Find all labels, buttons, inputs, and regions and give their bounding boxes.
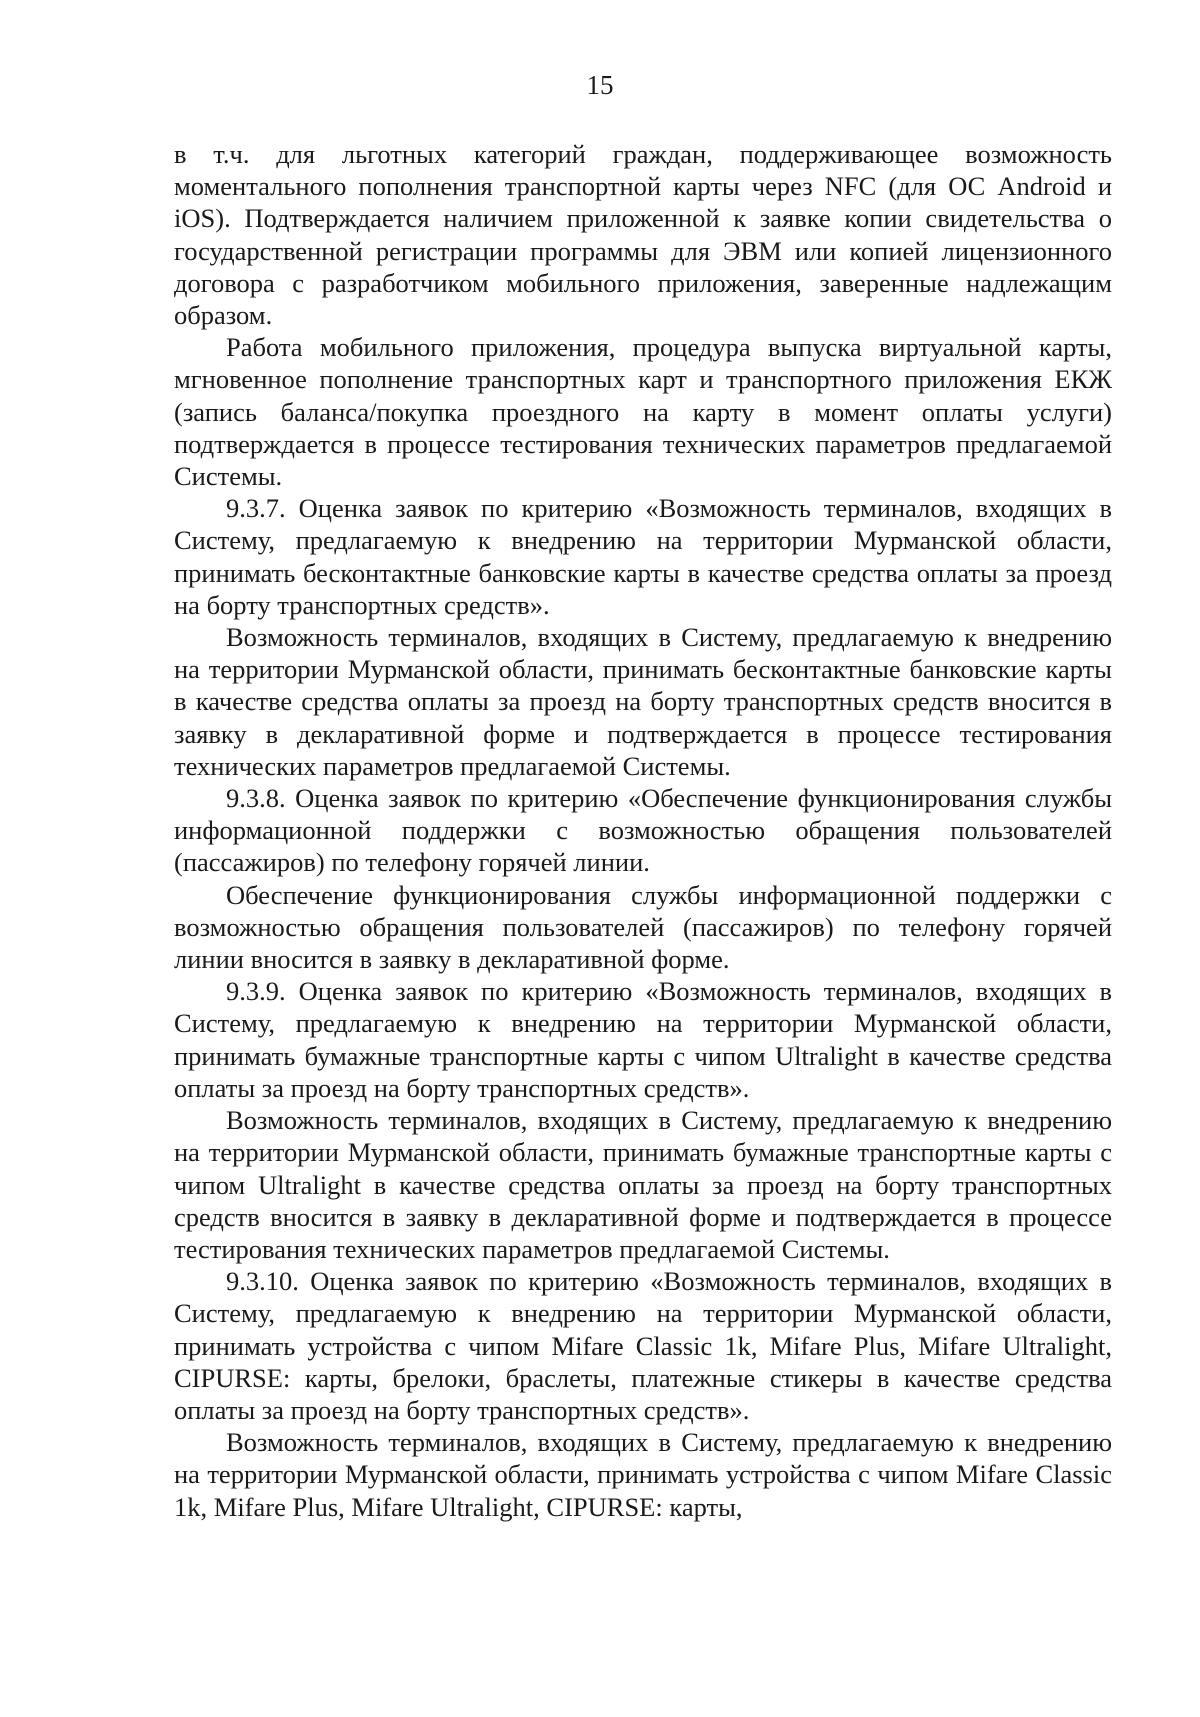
document-body: [174, 138, 1112, 1523]
paragraph-9-3-7-heading: 9.3.7. Оценка заявок по критерию «Возможность терминалов, входящих в Систему, предлагаемую к внедрению на территории Мурманской области, принимать бесконтактные банковские карты в качестве средства оплаты за проезд на борту транспортных средств».: [174, 493, 1112, 620]
page-number: 15: [586, 70, 614, 100]
paragraph-9-3-10-body: Возможность терминалов, входящих в Систему, предлагаемую к внедрению на территории Мурманской области, принимать устройства с чипом Mifare Classic 1k, Mifare Plus, Mifare Ultralight, CIPURSE: карты,: [174, 1427, 1112, 1522]
paragraph-9-3-8-body: Обеспечение функционирования службы информационной поддержки с возможностью обращения пользователей (пассажиров) по телефону горячей линии вносится в заявку в декларативной форме.: [174, 879, 1112, 975]
paragraph-mobile-app-testing: Работа мобильного приложения, процедура выпуска виртуальной карты, мгновенное пополнение транспортных карт и транспортного приложения ЕКЖ (запись баланса/покупка проездного на карту в момент оплаты услуги) подтверждается в процессе тестирования технических параметров предлагаемой Системы.: [174, 332, 1112, 492]
paragraph-9-3-7-body: Возможность терминалов, входящих в Систему, предлагаемую к внедрению на территории Мурманской области, принимать бесконтактные банковские карты в качестве средства оплаты за проезд на борту транспортных средств вносится в заявку в декларативной форме и подтверждается в процессе тестирования технических параметров предлагаемой Системы.: [174, 622, 1112, 781]
paragraph-9-3-9-heading: 9.3.9. Оценка заявок по критерию «Возможность терминалов, входящих в Систему, предлагаемую к внедрению на территории Мурманской области, принимать бумажные транспортные карты с чипом Ultralight в качестве средства оплаты за проезд на борту транспортных средств».: [174, 976, 1112, 1103]
paragraph-9-3-8-heading: 9.3.8. Оценка заявок по критерию «Обеспечение функционирования службы информационной поддержки с возможностью обращения пользователей (пассажиров) по телефону горячей линии.: [174, 783, 1112, 878]
paragraph-9-3-9-body: Возможность терминалов, входящих в Систему, предлагаемую к внедрению на территории Мурманской области, принимать бумажные транспортные карты с чипом Ultralight в качестве средства оплаты за проезд на борту транспортных средств вносится в заявку в декларативной форме и подтверждается в процессе тестирования технических параметров предлагаемой Системы.: [174, 1105, 1112, 1264]
paragraph-continuation: в т.ч. для льготных категорий граждан, поддерживающее возможность моментального пополнения транспортной карты через NFC (для ОС Android и iOS). Подтверждается наличием приложенной к заявке копии свидетельства о государственной регистрации программы для ЭВМ или копией лицензионного договора с разработчиком мобильного приложения, заверенные надлежащим образом.: [174, 139, 1112, 331]
paragraph-9-3-10-heading: 9.3.10. Оценка заявок по критерию «Возможность терминалов, входящих в Систему, предлагаемую к внедрению на территории Мурманской области, принимать устройства с чипом Mifare Classic 1k, Mifare Plus, Mifare Ultralight, CIPURSE: карты, брелоки, браслеты, платежные стикеры в качестве средства оплаты за проезд на борту транспортных средств».: [174, 1266, 1112, 1425]
